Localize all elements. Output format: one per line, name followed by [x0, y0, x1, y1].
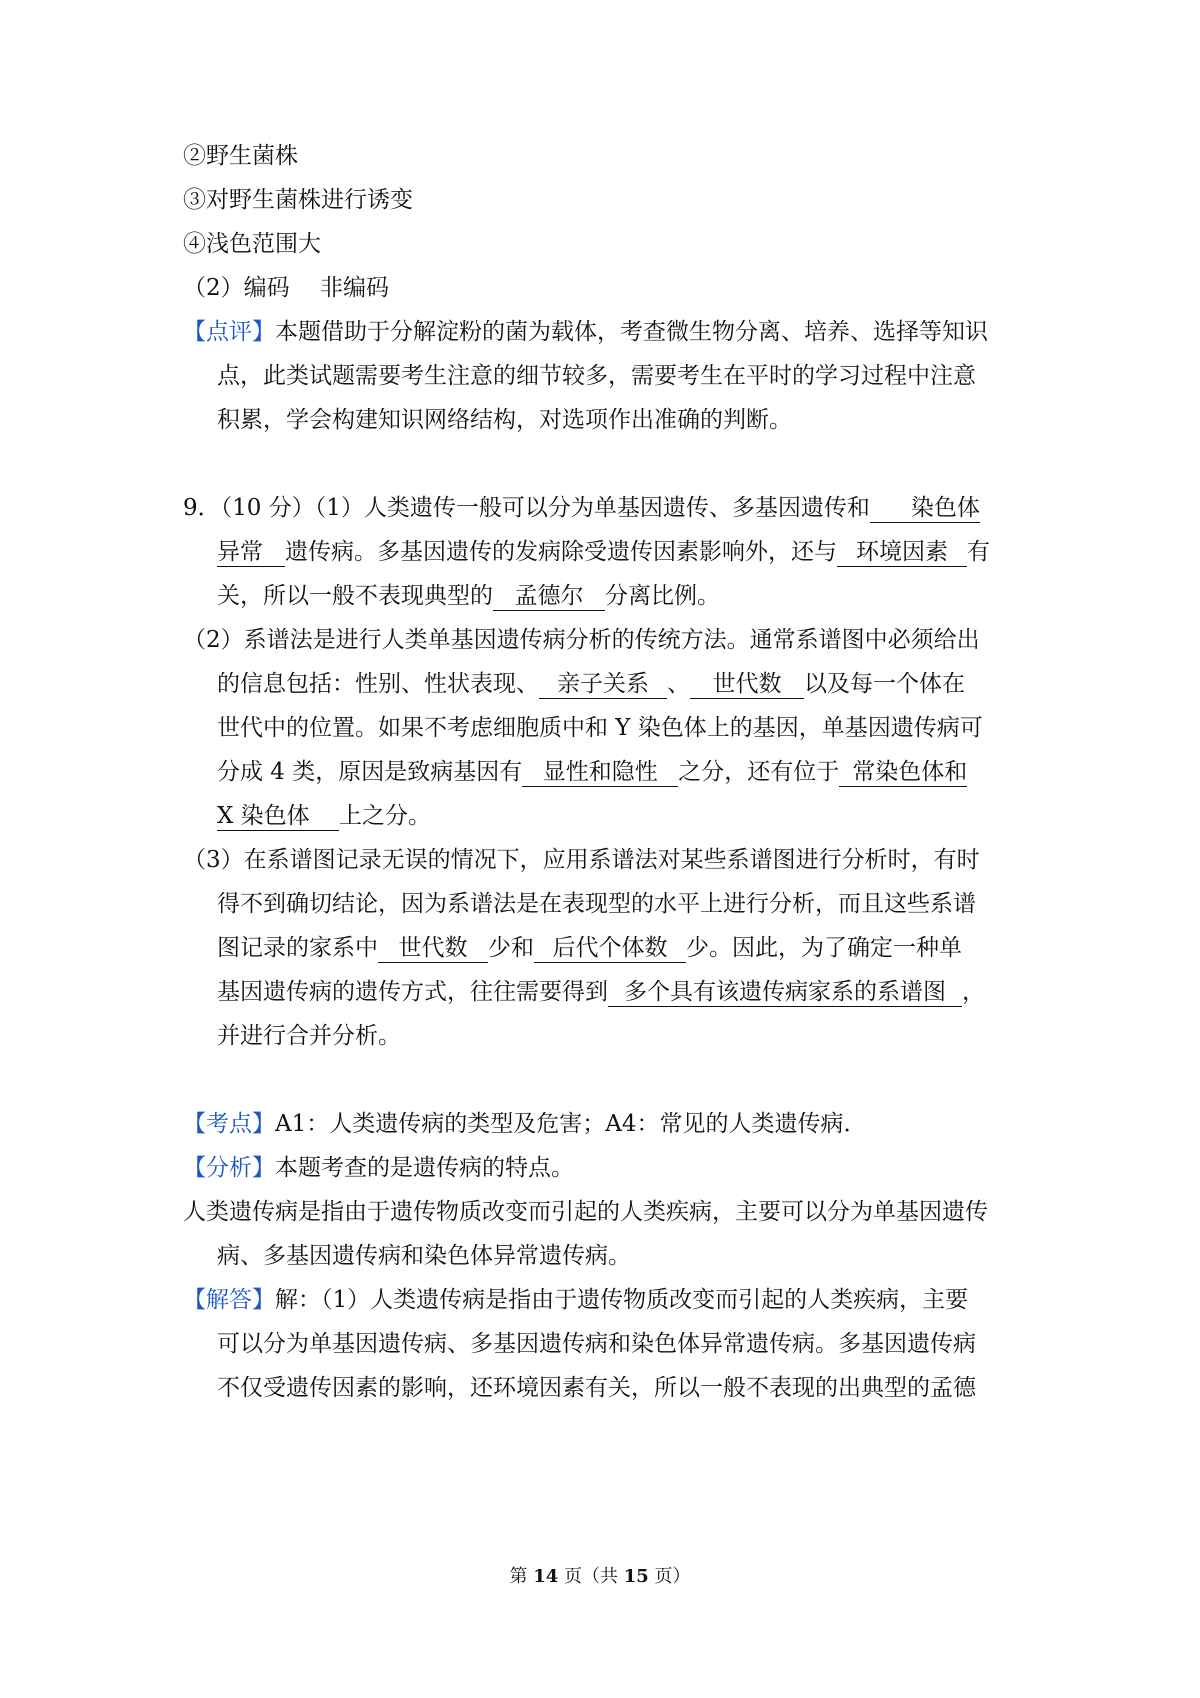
q9-text: 9．（10 分）（1）人类遗传一般可以分为单基因遗传、多基因遗传和: [183, 495, 870, 521]
fenxi-text: 本题考查的是遗传病的特点。: [275, 1155, 574, 1181]
q9-line-2: [217, 537, 990, 567]
q9-text: 有: [967, 539, 990, 565]
comment-text-1: 本题借助于分解淀粉的菌为载体，考查微生物分离、培养、选择等知识: [275, 319, 988, 345]
footer-post: 页）: [654, 1566, 691, 1587]
answer-blank: 世代数: [378, 934, 488, 963]
q9-text: 分成 4 类，原因是致病基因有: [217, 759, 523, 785]
answer-blank: 多个具有该遗传病家系的系谱图: [608, 978, 962, 1007]
jieda-line-1: [183, 1285, 968, 1315]
q9-2-line-3: 世代中的位置。如果不考虑细胞质中和 Y 染色体上的基因，单基因遗传病可: [217, 715, 983, 741]
q9-text: 关，所以一般不表现典型的: [217, 583, 493, 609]
q9-text: 以及每一个体在: [804, 671, 965, 697]
q9-3-line-4: [217, 977, 985, 1007]
q9-text: 图记录的家系中: [217, 935, 378, 961]
answer-blank: 世代数: [690, 670, 804, 699]
q9-line-1: [183, 493, 980, 523]
answer-blank: 孟德尔: [493, 582, 605, 611]
q9-3-line-1: （3）在系谱图记录无误的情况下，应用系谱法对某些系谱图进行分析时，有时: [183, 847, 980, 873]
answer-blank: 亲子关系: [539, 670, 667, 699]
q9-2-line-4: [217, 757, 967, 787]
answer-blank: 常染色体和: [839, 758, 967, 787]
q9-text: ，: [962, 979, 985, 1005]
jieda-line-3: 不仅受遗传因素的影响，还环境因素有关，所以一般不表现的出典型的孟德: [217, 1375, 976, 1401]
answer-blank: 染色体: [870, 494, 980, 523]
kaodian-text: A1：人类遗传病的类型及危害；A4：常见的人类遗传病．: [275, 1111, 867, 1137]
q9-text: 遗传病。多基因遗传的发病除受遗传因素影响外，还与: [285, 539, 837, 565]
comment-line-2: 点，此类试题需要考生注意的细节较多，需要考生在平时的学习过程中注意: [217, 363, 976, 389]
q9-text: 的信息包括：性别、性状表现、: [217, 671, 539, 697]
answer-line-4: ④浅色范围大: [183, 231, 321, 257]
q9-text: 之分，还有位于: [678, 759, 840, 785]
comment-line-3: 积累，学会构建知识网络结构，对选项作出准确的判断。: [217, 407, 792, 433]
q9-text: 基因遗传病的遗传方式，往往需要得到: [217, 979, 608, 1005]
footer-mid: 页（共: [564, 1566, 618, 1587]
q9-2-line-1: （2）系谱法是进行人类单基因遗传病分析的传统方法。通常系谱图中必须给出: [183, 627, 980, 653]
answer-blank: X 染色体: [217, 802, 339, 831]
jieda-tag: 【解答】: [183, 1287, 275, 1313]
answer-line-2: ②野生菌株: [183, 143, 298, 169]
footer-pre: 第: [509, 1566, 528, 1587]
kaodian-line: [183, 1109, 867, 1139]
answer-blank: 后代个体数: [534, 934, 686, 963]
q9-text: 少。因此，为了确定一种单: [686, 935, 962, 961]
q9-text: 上之分。: [339, 803, 431, 829]
jieda-text-1: 解：（1）人类遗传病是指由于遗传物质改变而引起的人类疾病，主要: [275, 1287, 969, 1313]
answer-blank: 显性和隐性: [522, 758, 678, 787]
answer-blank: 环境因素: [837, 538, 967, 567]
q9-text: 分离比例。: [605, 583, 720, 609]
jieda-line-2: 可以分为单基因遗传病、多基因遗传病和染色体异常遗传病。多基因遗传病: [217, 1331, 976, 1357]
footer-page-number: 14: [533, 1566, 559, 1587]
kaodian-tag: 【考点】: [183, 1111, 275, 1137]
comment-line-1: [183, 317, 988, 347]
q9-text: 、: [667, 671, 690, 697]
q9-text: 少和: [488, 935, 534, 961]
fenxi-line-2: 人类遗传病是指由于遗传物质改变而引起的人类疾病，主要可以分为单基因遗传: [183, 1199, 988, 1225]
page-footer: [0, 1562, 1200, 1588]
comment-tag: 【点评】: [183, 319, 275, 345]
q9-3-line-5: 并进行合并分析。: [217, 1023, 401, 1049]
q9-line-3: [217, 581, 720, 611]
q9-2-line-5: [217, 801, 431, 831]
fenxi-line-3: 病、多基因遗传病和染色体异常遗传病。: [217, 1243, 631, 1269]
q9-3-line-2: 得不到确切结论，因为系谱法是在表现型的水平上进行分析，而且这些系谱: [217, 891, 976, 917]
footer-total-pages: 15: [623, 1566, 649, 1587]
fenxi-tag: 【分析】: [183, 1155, 275, 1181]
fenxi-line: [183, 1153, 574, 1183]
answer-blank: 异常: [217, 538, 285, 567]
answer-line-3: ③对野生菌株进行诱变: [183, 187, 413, 213]
q9-3-line-3: [217, 933, 962, 963]
answer-q2: （2）编码 非编码: [183, 275, 389, 301]
q9-2-line-2: [217, 669, 965, 699]
